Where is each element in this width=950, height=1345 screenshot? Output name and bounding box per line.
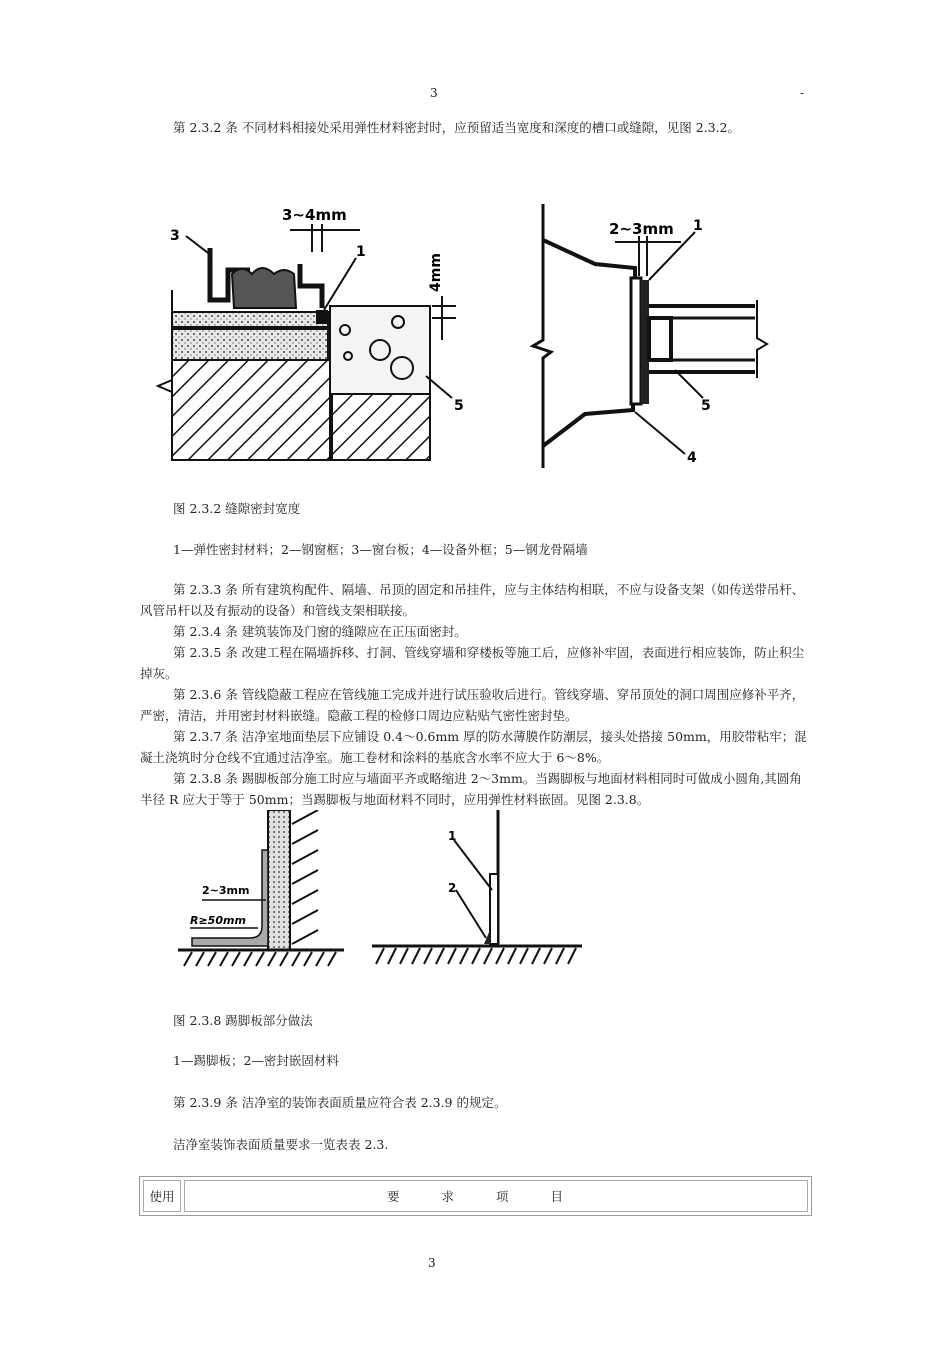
figure-2-3-8-caption: 图 2.3.8 踢脚板部分做法: [173, 1013, 313, 1028]
dim-4mm: 4mm: [428, 253, 444, 292]
clause-2-3-3: 第 2.3.3 条 所有建筑构配件、隔墙、吊顶的固定和吊挂件，应与主体结构相联，不应与设备支架（如传送带吊杆、风管吊杆以及有振动的设备）和管线支架相联接。: [140, 582, 805, 618]
header-mark: -: [800, 86, 805, 100]
callout-4-right: 4: [687, 450, 697, 466]
clause-2-3-4: 第 2.3.4 条 建筑装饰及门窗的缝隙应在正压面密封。: [173, 624, 467, 639]
header-page-number: 3: [430, 86, 438, 100]
dim-radius: R≥50mm: [190, 914, 246, 927]
figure-2-3-8-drawing: [172, 810, 592, 970]
figure-2-3-2-legend: 1—弹性密封材料；2—钢窗框；3—窗台板；4—设备外框；5—钢龙骨隔墙: [173, 542, 588, 557]
callout-2-sealant: 2: [448, 881, 457, 895]
callout-1: 1: [356, 244, 366, 260]
callout-3: 3: [170, 228, 180, 244]
clause-2-3-7: 第 2.3.7 条 洁净室地面垫层下应铺设 0.4～0.6mm 厚的防水薄膜作防潮层，接头处搭接 50mm，用胶带粘牢；混凝土浇筑时分仓线不宜通过洁净室。施工卷材和涂料的基底含水率不应大于 6～8%。: [140, 729, 807, 765]
header-cell-use: 使用: [143, 1180, 181, 1212]
dim-gap-2-3mm: 2~3mm: [202, 884, 250, 897]
dim-3-4mm: 3~4mm: [282, 206, 347, 224]
clause-2-3-5: 第 2.3.5 条 改建工程在隔墙拆移、打洞、管线穿墙和穿楼板等施工后，应修补牢固，表面进行相应装饰，防止积尘掉灰。: [140, 645, 805, 681]
clause-2-3-8: 第 2.3.8 条 踢脚板部分施工时应与墙面平齐或略缩进 2～3mm。当踢脚板与地面材料相同时可做成小圆角,其圆角半径 R 应大于等于 50mm；当踢脚板与地面材料不同时，应用弹性材料嵌固。见图 2.3.8。: [140, 771, 802, 807]
callout-1-right: 1: [693, 218, 703, 234]
dim-2-3mm: 2~3mm: [609, 220, 674, 238]
clause-2-3-6: 第 2.3.6 条 管线隐蔽工程应在管线施工完成并进行试压验收后进行。管线穿墙、穿吊顶处的洞口周围应修补平齐，严密，清洁，并用密封材料嵌缝。隐蔽工程的检修口周边应粘贴气密性密封垫。: [140, 687, 805, 723]
figure-2-3-2-right-drawing: [525, 200, 785, 470]
clause-2-3-9: 第 2.3.9 条 洁净室的装饰表面质量应符合表 2.3.9 的规定。: [173, 1095, 507, 1110]
callout-1-skirting: 1: [448, 829, 457, 843]
table-header-row: [143, 1180, 808, 1212]
figure-2-3-2-left-drawing: [150, 200, 470, 470]
figure-2-3-2-caption: 图 2.3.2 缝隙密封宽度: [173, 501, 301, 516]
callout-5-right: 5: [701, 398, 711, 414]
figure-2-3-8-legend: 1—踢脚板；2—密封嵌固材料: [173, 1053, 339, 1068]
footer-page-number: 3: [428, 1256, 436, 1270]
table-title: 洁净室装饰表面质量要求一览表表 2.3.: [173, 1137, 389, 1152]
callout-5: 5: [454, 398, 464, 414]
header-cell-requirements: 要求项目: [184, 1180, 808, 1212]
clause-2-3-2: 第 2.3.2 条 不同材料相接处采用弹性材料密封时，应预留适当宽度和深度的槽口或缝隙，见图 2.3.2。: [173, 120, 741, 135]
requirements-table: [139, 1176, 812, 1216]
